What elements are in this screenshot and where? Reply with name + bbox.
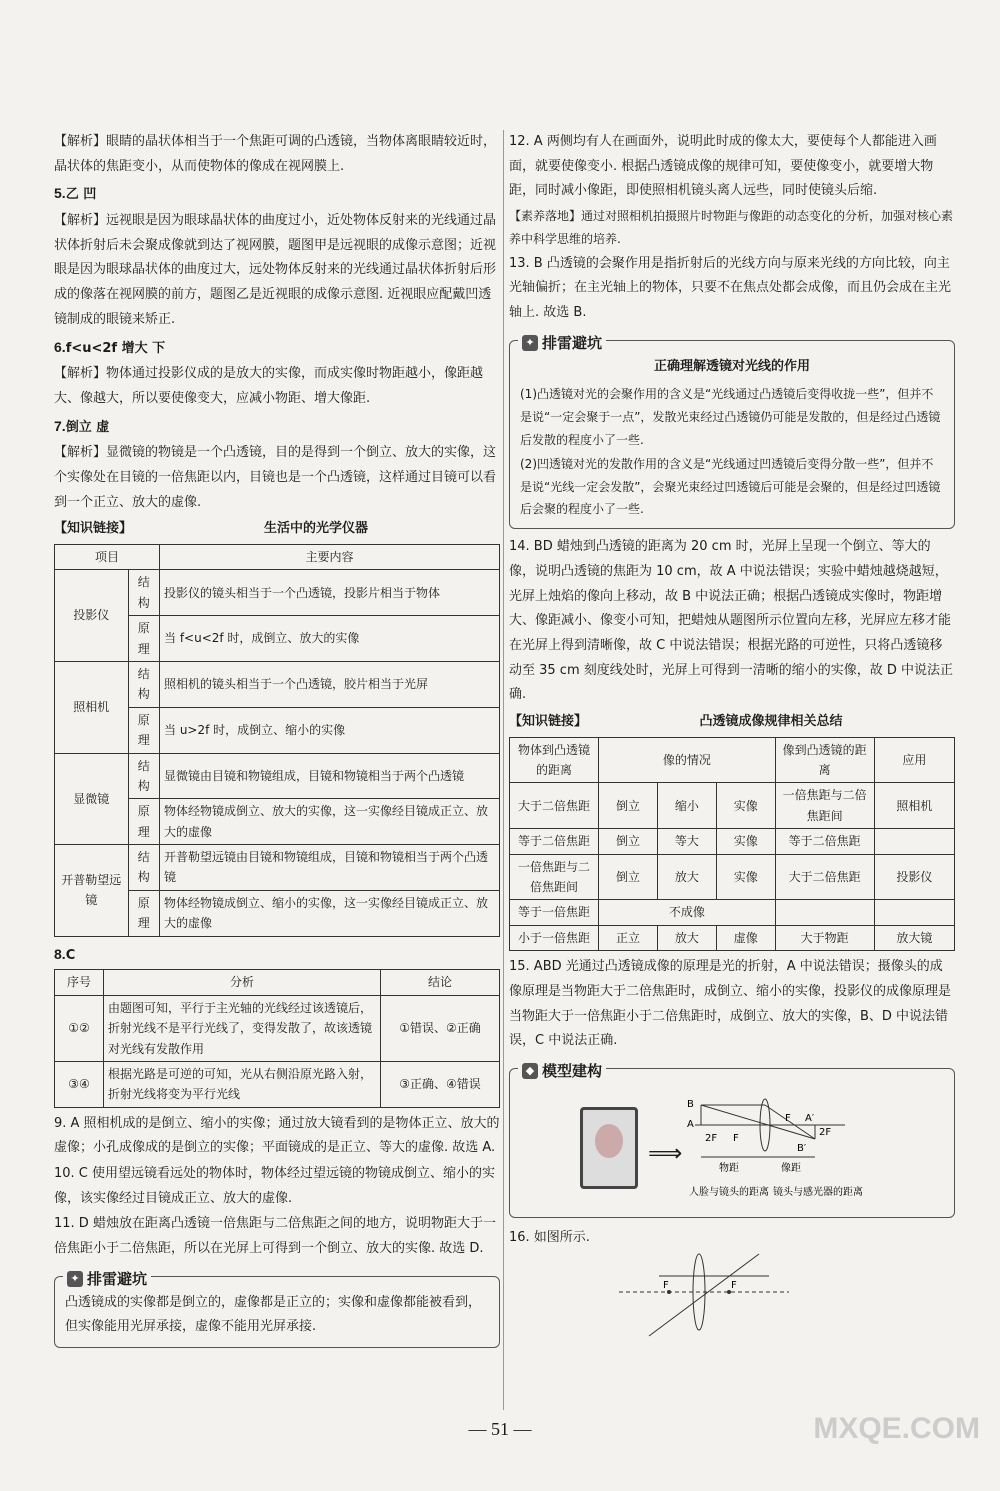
svg-text:A: A — [687, 1118, 694, 1130]
q8-analysis-table: 序号 分析 结论 ①② 由题图可知，平行于主光轴的光线经过该透镜后，折射光线不是平行光线了，变得发散了，故该透镜对光线有发散作用 ①错误、②正确 ③④ 根据光路是可逆的可知，光从右侧沿原光路入射，折射光线将变为平行光线 ③正确、④错误 — [54, 969, 500, 1107]
model-building-box: ◆ 模型建构 ⟹ B A 2F F F A′ 2F B′ 物距 像距 人脸与镜头的距离 镜头与感光器的距离 — [509, 1068, 955, 1218]
q4-analysis: 【解析】眼睛的晶状体相当于一个焦距可调的凸透镜，当物体离眼睛较近时，晶状体的焦距变小，从而使物体的像成在视网膜上. — [54, 134, 497, 174]
q13-answer: 13. B 凸透镜的会聚作用是指折射后的光线方向与原来光线的方向比较，向主光轴偏折；在主光轴上的物体，只要不在焦点处都会成像，而且仍会成在主光轴上. 故选 B. — [509, 255, 952, 321]
q9-answer: 9. A 照相机成的是倒立、缩小的实像；通过放大镜看到的是物体正立、放大的虚像；小孔成像成的是倒立的实像；平面镜成的是正立、等大的虚像. 故选 A. — [54, 1115, 500, 1156]
face-scanner-image — [580, 1107, 638, 1189]
column-divider — [503, 130, 504, 1410]
q16-lens-diagram — [619, 1252, 819, 1342]
lightbulb-icon: ✦ — [522, 335, 538, 351]
svg-text:2F: 2F — [819, 1126, 832, 1138]
q15-answer: 15. ABD 光通过凸透镜成像的原理是光的折射，A 中说法错误；摄像头的成像原理是当物距大于二倍焦距时，成倒立、缩小的实像，投影仪的成像原理是当物距大于一倍焦距小于二倍焦距时，成倒立、放大的实像，B、D 中说法错误，C 中说法正确. — [509, 959, 952, 1049]
q11-answer: 11. D 蜡烛放在距离凸透镜一倍焦距与二倍焦距之间的地方，说明物距大于一倍焦距小于二倍焦距，所以在光屏上可得到一个倒立、放大的实像. 故选 D. — [54, 1216, 496, 1257]
pitfall-point-1: (1)凸透镜对光的会聚作用的含义是“光线通过凸透镜后变得收拢一些”，但并不是说“一定会聚于一点”，发散光束经过凸透镜仍可能是发散的，但是经过凸透镜后发散的程度小了一些. — [520, 387, 941, 447]
q12-literacy-note: 【素养落地】通过对照相机拍摄照片时物距与像距的动态变化的分析，加强对核心素养中科学思维的培养. — [509, 209, 954, 246]
pitfall-point-2: (2)凹透镜对光的发散作用的含义是“光线通过凹透镜后变得分散一些”，但并不是说“光线一定会发散”，会聚光束经过凹透镜后可能是会聚的，但是经过凹透镜后会聚的程度小了一些. — [520, 456, 941, 517]
svg-text:F: F — [663, 1279, 669, 1291]
q6-analysis: 【解析】物体通过投影仪成的是放大的实像，而成实像时物距越小，像距越大、像越大，所以要使像变大，应减小物距、增大像距. — [54, 366, 484, 406]
knowledge-link-header: 【知识链接】 生活中的光学仪器 — [54, 521, 369, 537]
lens-ray-diagram — [685, 1091, 985, 1203]
optical-instruments-table: 项目 主要内容 投影仪 结构 投影仪的镜头相当于一个凸透镜，投影片相当于物体 原理 当 f<u<2f 时，成倒立、放大的实像 照相机 结构 照相机的镜头相当于一个凸透镜，胶片相当于光屏 原理 当 u>2f 时，成倒立、缩小的实像 显微镜 结构 显微镜由目镜和物镜组成，目镜和物镜相当于两个凸透镜 原理 物体经物镜成倒立、放大的实像，这一实像经目镜成正立、放大的虚像 开普勒望远镜 结构 开普勒望远镜由目镜和物镜组成，目镜和物镜相当于两个凸透镜 原理 物体经物镜成倒立、缩小的实像，这一实像经目镜成正立、放大的虚像 — [54, 544, 500, 937]
page-number: — 51 — — [468, 1419, 532, 1439]
q6-answer: 6.f<u<2f 增大 下 — [54, 338, 166, 356]
arrow-icon: ⟹ — [648, 1138, 683, 1167]
svg-text:A′: A′ — [805, 1112, 815, 1124]
svg-text:2F: 2F — [705, 1132, 718, 1144]
svg-text:物距: 物距 — [719, 1162, 739, 1174]
q5-analysis: 【解析】远视眼是因为眼球晶状体的曲度过小，近处物体反射来的光线通过晶状体折射后未会聚成像就到达了视网膜，题图甲是远视眼的成像示意图；近视眼是因为眼球晶状体的曲度过大，远处物体反射来的光线通过晶状体折射后形成的像落在视网膜的前方，题图乙是近视眼的成像示意图. 近视眼应配戴凹透镜制成的眼镜来矫正. — [54, 213, 497, 327]
svg-text:F: F — [733, 1132, 739, 1144]
svg-text:镜头与感光器的距离: 镜头与感光器的距离 — [773, 1186, 863, 1198]
model-icon: ◆ — [522, 1063, 538, 1079]
svg-text:B′: B′ — [797, 1142, 807, 1154]
q14-answer: 14. BD 蜡烛到凸透镜的距离为 20 cm 时，光屏上呈现一个倒立、等大的像，说明凸透镜的焦距为 10 cm，故 A 中说法错误；实验中蜡烛越烧越短，光屏上烛焰的像向上移动，故 B 中说法正确；根据凸透镜成实像时，物距增大、像距减小、像变小可知，把蜡烛从题图所示位置向左移，光屏应左移才能在光屏上得到清晰像，故 C 中说法错误；根据光路的可逆性，只将凸透镜移动至 35 cm 刻度线处时，光屏上可得到一清晰的缩小的实像，故 D 中说法正确. — [509, 539, 954, 703]
watermark-logo: MXQE.COM — [813, 1412, 980, 1445]
face-recognition-diagram — [520, 1091, 944, 1203]
right-column — [509, 130, 955, 1351]
q7-answer: 7.倒立 虚 — [54, 417, 110, 435]
knowledge-link-header-2: 【知识链接】 凸透镜成像规律相关总结 — [509, 714, 843, 729]
svg-text:人脸与镜头的距离: 人脸与镜头的距离 — [689, 1186, 769, 1198]
svg-text:像距: 像距 — [781, 1162, 801, 1174]
svg-text:F: F — [731, 1279, 737, 1291]
q7-analysis: 【解析】显微镜的物镜是一个凸透镜，目的是得到一个倒立、放大的实像，这个实像处在目镜的一倍焦距以内，目镜也是一个凸透镜，这样通过目镜可以看到一个正立、放大的虚像. — [54, 445, 497, 510]
lightbulb-icon: ✦ — [67, 1271, 83, 1287]
pitfall-title: 正确理解透镜对光线的作用 — [653, 358, 810, 374]
pitfall-text: 凸透镜成的实像都是倒立的，虚像都是正立的；实像和虚像都能被看到，但实像能用光屏承接，虚像不能用光屏承接. — [65, 1294, 482, 1335]
q16-answer: 16. 如图所示. — [509, 1229, 590, 1245]
left-column — [54, 130, 500, 1348]
pitfall-box-left: ✦ 排雷避坑 凸透镜成的实像都是倒立的，虚像都是正立的；实像和虚像都能被看到，但实像能用光屏承接，虚像不能用光屏承接. — [54, 1276, 500, 1348]
q5-answer: 5.乙 凹 — [54, 185, 97, 203]
imaging-rules-table: 物体到凸透镜的距离 像的情况 像到凸透镜的距离 应用 大于二倍焦距 倒立 缩小 实像 一倍焦距与二倍焦距间 照相机 等于二倍焦距 倒立 等大 实像 等于二倍焦距 一倍焦距与二倍焦距间 倒立 放大 实像 大于二倍焦距 投影仪 等于一倍焦距 不成像 小于一倍焦距 正立 放大 虚像 大于物距 放大镜 — [509, 737, 955, 952]
svg-text:B: B — [687, 1098, 694, 1110]
svg-text:F: F — [785, 1112, 791, 1124]
q10-answer: 10. C 使用望远镜看远处的物体时，物体经过望远镜的物镜成倒立、缩小的实像，该实像经过目镜成正立、放大的虚像. — [54, 1166, 496, 1206]
q12-answer: 12. A 两侧均有人在画面外，说明此时成的像太大，要使每个人都能进入画面，就要使像变小. 根据凸透镜成像的规律可知，要使像变小，就要增大物距，同时减小像距，即使照相机镜头离人远些，同时使镜头后缩. — [509, 134, 937, 199]
q8-answer: 8.C — [54, 945, 76, 963]
pitfall-box-right: ✦ 排雷避坑 正确理解透镜对光线的作用 (1)凸透镜对光的会聚作用的含义是“光线通过凸透镜后变得收拢一些”，但并不是说“一定会聚于一点”，发散光束经过凸透镜仍可能是发散的，但是经过凸透镜后发散的程度小了一些. (2)凹透镜对光的发散作用的含义是“光线通过凹透镜后变得分散一些”，但并不是说“光线一定会发散”，会聚光束经过凹透镜后可能是会聚的，但是经过凹透镜后会聚的程度小了一些. — [509, 340, 955, 529]
